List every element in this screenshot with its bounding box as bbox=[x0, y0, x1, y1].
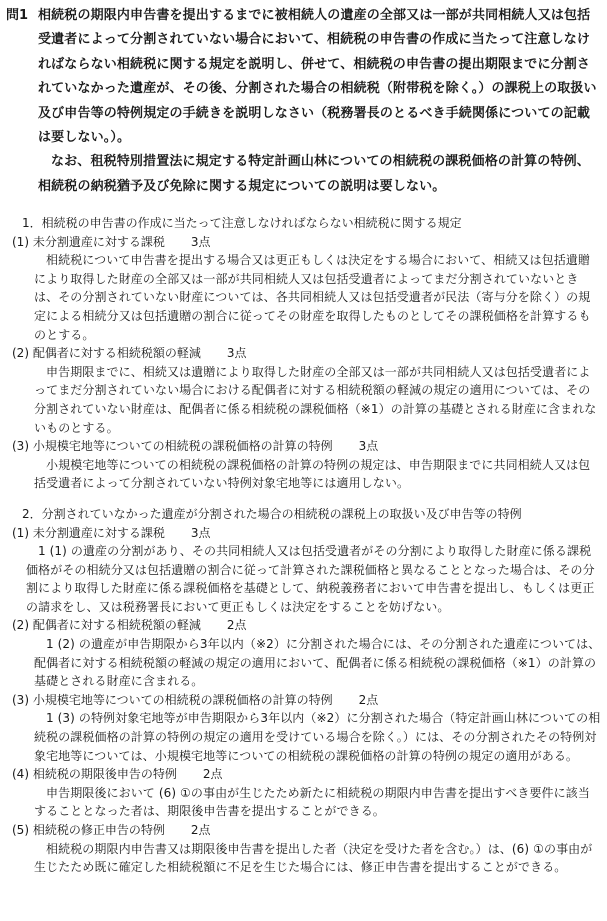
section-1-title: 1．相続税の申告書の作成に当たって注意しなければならない相続税に関する規定 bbox=[22, 216, 462, 230]
section-2-item-2-text: 1 (2) の遺産が申告期限から3年以内（※2）に分割された場合には、その分割された遺産については、配偶者に対する相続税額の軽減の規定の適用において、配偶者に係る相続税の課税価格（※1）の計算の基礎とされる財産に含まれる。 bbox=[34, 637, 601, 689]
section-1-item-1-text: 相続税について申告書を提出する場合又は更正もしくは決定をする場合において、相続又は包括遺贈により取得した財産の全部又は一部が共同相続人又は包括受遺者によってまだ分割されていないときは、その分割されていない財産については、各共同相続人又は包括受遺者が民法（寄与分を除く）の規定による相続分又は包括遺贈の割合に従ってその財産を取得したものとしてその課税価格を計算するものとする。 bbox=[34, 253, 591, 342]
section-2-item-4-heading bbox=[0, 765, 607, 784]
item-heading: (4) 相続税の期限後申告の特例 bbox=[12, 767, 177, 782]
score-badge: 2点 bbox=[190, 823, 211, 837]
item-heading: (5) 相続税の修正申告の特例 bbox=[12, 823, 165, 837]
item-heading: (3) 小規模宅地等についての相続税の課税価格の計算の特例 bbox=[12, 439, 333, 454]
section-2-item-5-heading bbox=[0, 821, 607, 840]
section-1-item-2-heading bbox=[0, 344, 607, 363]
question-body: 相続税の期限内申告書を提出するまでに被相続人の遺産の全部又は一部が共同相続人又は包括受遺者によって分割されていない場合において、相続税の申告書の作成に当たって注意しなければならない相続税に関する規定を説明し、併せて、相続税の申告書の提出期限までに分割されていなかった遺産が、その後、分割された場合の相続税（附帯税を除く。）の課税上の取扱い及び申告等の特例規定の手続きを説明しなさい（税務署長のとるべき手続関係についての記載は要しない。）。 bbox=[38, 8, 597, 146]
answer-block bbox=[0, 214, 607, 877]
section-2-title: 2．分割されていなかった遺産が分割された場合の相続税の課税上の取扱い及び申告等の特例 bbox=[22, 506, 522, 521]
item-heading: (3) 小規模宅地等についての相続税の課税価格の計算の特例 bbox=[12, 692, 333, 707]
section-2-item-5-text: 相続税の期限内申告書又は期限後申告書を提出した者（決定を受けた者を含む。）は、(6) ①の事由が生じたため既に確定した相続税額に不足を生じた場合には、修正申告書を提出することができる。 bbox=[34, 841, 593, 875]
section-2-item-4-text: 申告期限後において (6) ①の事由が生じたため新たに相続税の期限内申告書を提出すべき要件に該当することとなった者は、期限後申告書を提出することができる。 bbox=[34, 785, 590, 819]
score-badge: 2点 bbox=[358, 692, 379, 707]
section-2-item-1-text: 1 (1) の遺産の分割があり、その共同相続人又は包括受遺者がその分割により取得した財産に係る課税価格がその相続分又は包括遺贈の割合に従って計算された課税価格と異なることとなった場合は、その分割により取得した財産に係る課税価格を基礎として、納税義務者において申告書を提出し、もしくは更正の請求をし、又は税務署長において更正もしくは決定をすることを妨げない。 bbox=[26, 544, 595, 614]
item-heading: (2) 配偶者に対する相続税額の軽減 bbox=[12, 346, 201, 361]
section-2-item-3-heading bbox=[0, 691, 607, 710]
section-1-item-3-text: 小規模宅地等についての相続税の課税価格の計算の特例の規定は、申告期限までに共同相続人又は包括受遺者によって分割されていない特例対象宅地等には適用しない。 bbox=[34, 457, 591, 491]
section-2-item-3-text: 1 (3) の特例対象宅地等が申告期限から3年以内（※2）に分割された場合（特定計画山林についての相続税の課税価格の計算の特例の規定の適用を受けている場合を除く。）には、その分割されたその特例対象宅地等については、小規模宅地等についての相続税の課税価格の計算の特例の規定の適用がある。 bbox=[34, 711, 601, 763]
score-badge: 3点 bbox=[190, 525, 211, 540]
question-number: 問1 bbox=[6, 8, 29, 23]
section-1-item-2-text: 申告期限までに、相続又は遺贈により取得した財産の全部又は一部が共同相続人又は包括受遺者によってまだ分割されていない場合における配偶者に対する相続税額の軽減の規定の適用については、その分割されていない財産は、配偶者に係る相続税の課税価格（※1）の計算の基礎とされる財産に含まれないものとする。 bbox=[34, 364, 597, 435]
section-1-item-3-heading bbox=[0, 437, 607, 456]
score-badge: 3点 bbox=[190, 234, 211, 249]
score-badge: 2点 bbox=[202, 767, 223, 782]
score-badge: 3点 bbox=[358, 439, 379, 454]
item-heading: (1) 未分割遺産に対する課税 bbox=[12, 234, 165, 249]
section-gap bbox=[0, 493, 607, 505]
score-badge: 3点 bbox=[226, 346, 247, 361]
item-heading: (2) 配偶者に対する相続税額の軽減 bbox=[12, 618, 201, 633]
section-2-item-1-heading bbox=[0, 524, 607, 543]
section-1-item-1-heading bbox=[0, 233, 607, 252]
score-badge: 2点 bbox=[226, 618, 247, 633]
section-2-item-2-heading bbox=[0, 616, 607, 635]
item-heading: (1) 未分割遺産に対する課税 bbox=[12, 525, 165, 540]
question-note: なお、租税特別措置法に規定する特定計画山林についての相続税の課税価格の計算の特例、相続税の納税猶予及び免除に関する規定についての説明は要しない。 bbox=[38, 154, 590, 194]
question-block bbox=[6, 4, 600, 199]
